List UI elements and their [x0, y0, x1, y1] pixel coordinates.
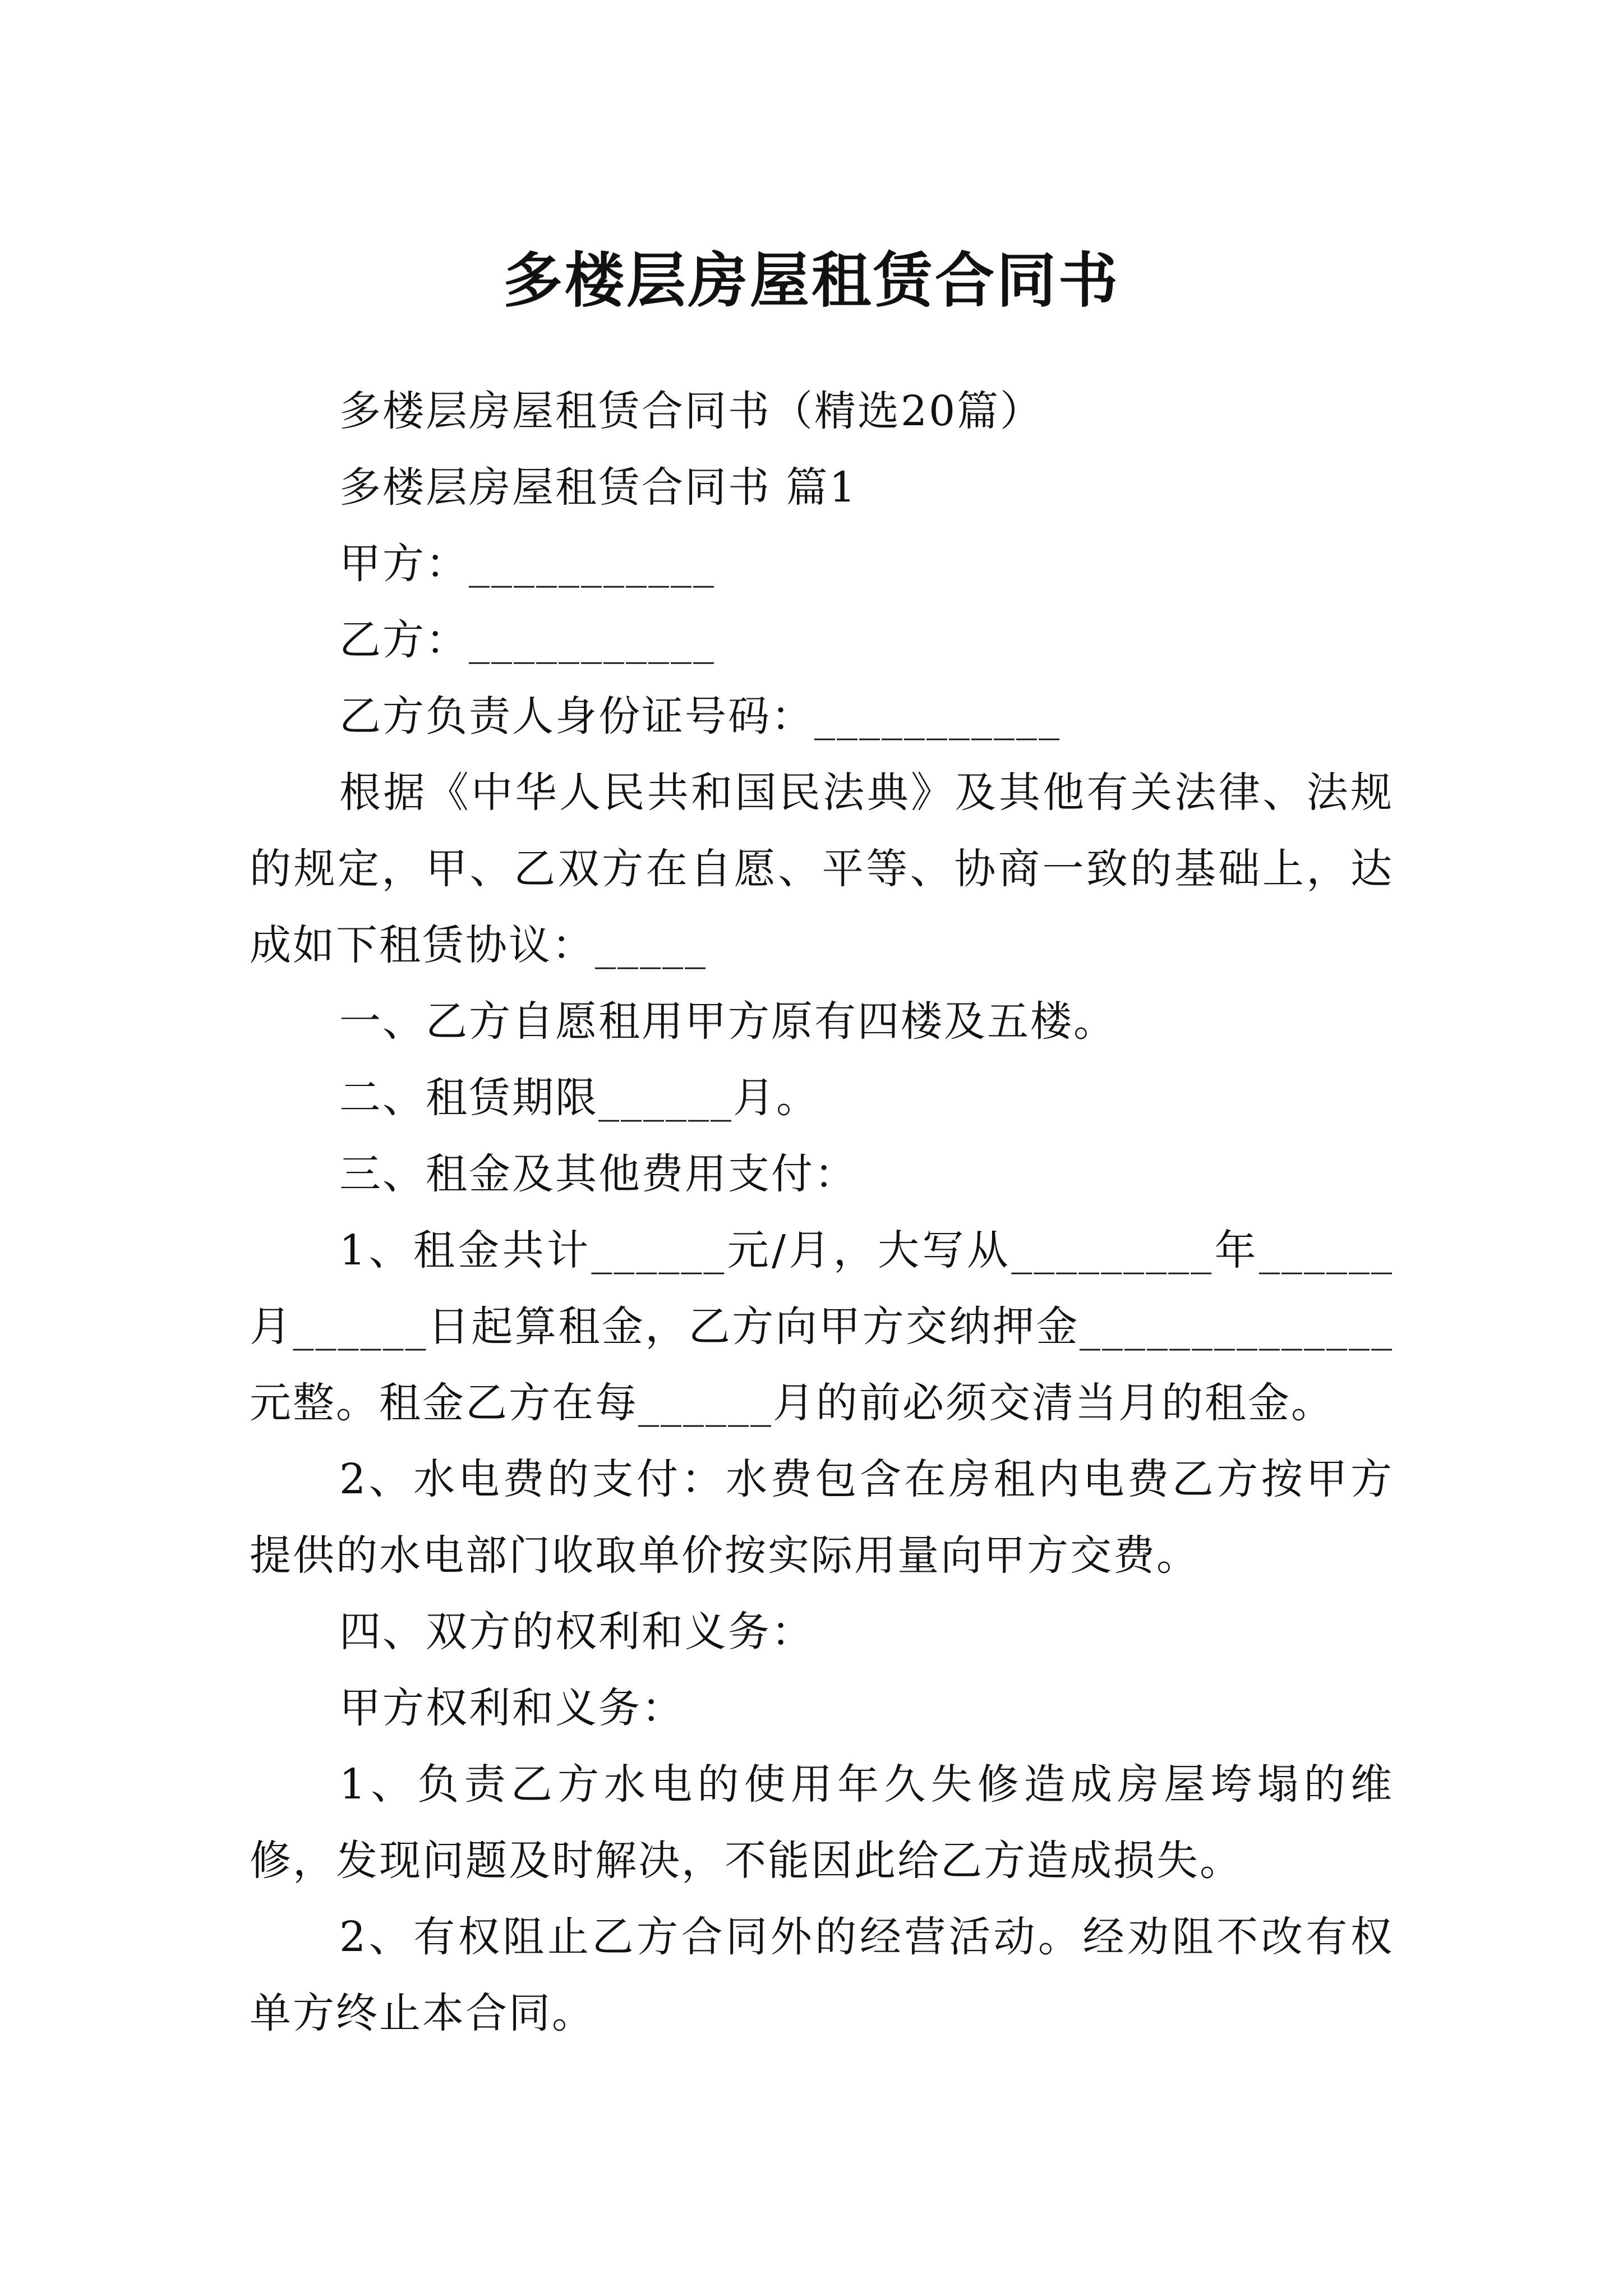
paragraph-rent-terms: 1、租金共计______元/月，大写从_________年______月______日起算租金，乙方向甲方交纳押金______________元整。租金乙方在每______月的前必须交清当月的租金。	[250, 1226, 1394, 1427]
paragraph-party-a-duty-2: 2、有权阻止乙方合同外的经营活动。经劝阻不改有权单方终止本合同。	[250, 1913, 1394, 2037]
paragraph-clause-1: 一、乙方自愿租用甲方原有四楼及五楼。	[339, 997, 1117, 1046]
paragraph-party-b: 乙方：___________	[339, 616, 716, 664]
paragraph-id-number: 乙方负责人身份证号码：___________	[339, 692, 1061, 740]
paragraph-party-a-duty-1: 1、负责乙方水电的使用年久失修造成房屋垮塌的维修，发现问题及时解决，不能因此给乙方造成损失。	[250, 1760, 1394, 1885]
paragraph-section-heading: 多楼层房屋租赁合同书 篇1	[339, 463, 857, 512]
document-title: 多楼层房屋租赁合同书	[503, 246, 1120, 316]
paragraph-utilities: 2、水电费的支付：水费包含在房租内电费乙方按甲方提供的水电部门收取单价按实际用量向甲方交费。	[250, 1455, 1394, 1580]
paragraph-clause-3: 三、租金及其他费用支付：	[339, 1150, 857, 1198]
paragraph-clause-4: 四、双方的权利和义务：	[339, 1608, 814, 1656]
paragraph-party-a-rights: 甲方权利和义务：	[339, 1684, 685, 1732]
document-body	[250, 373, 1394, 2051]
paragraph-preamble: 根据《中华人民共和国民法典》及其他有关法律、法规的规定，甲、乙双方在自愿、平等、协商一致的基础上，达成如下租赁协议：_____	[250, 769, 1394, 969]
paragraph-clause-2: 二、租赁期限______月。	[339, 1074, 819, 1122]
paragraph-subtitle: 多楼层房屋租赁合同书（精选20篇）	[339, 387, 1044, 435]
paragraph-party-a: 甲方：___________	[339, 540, 716, 588]
